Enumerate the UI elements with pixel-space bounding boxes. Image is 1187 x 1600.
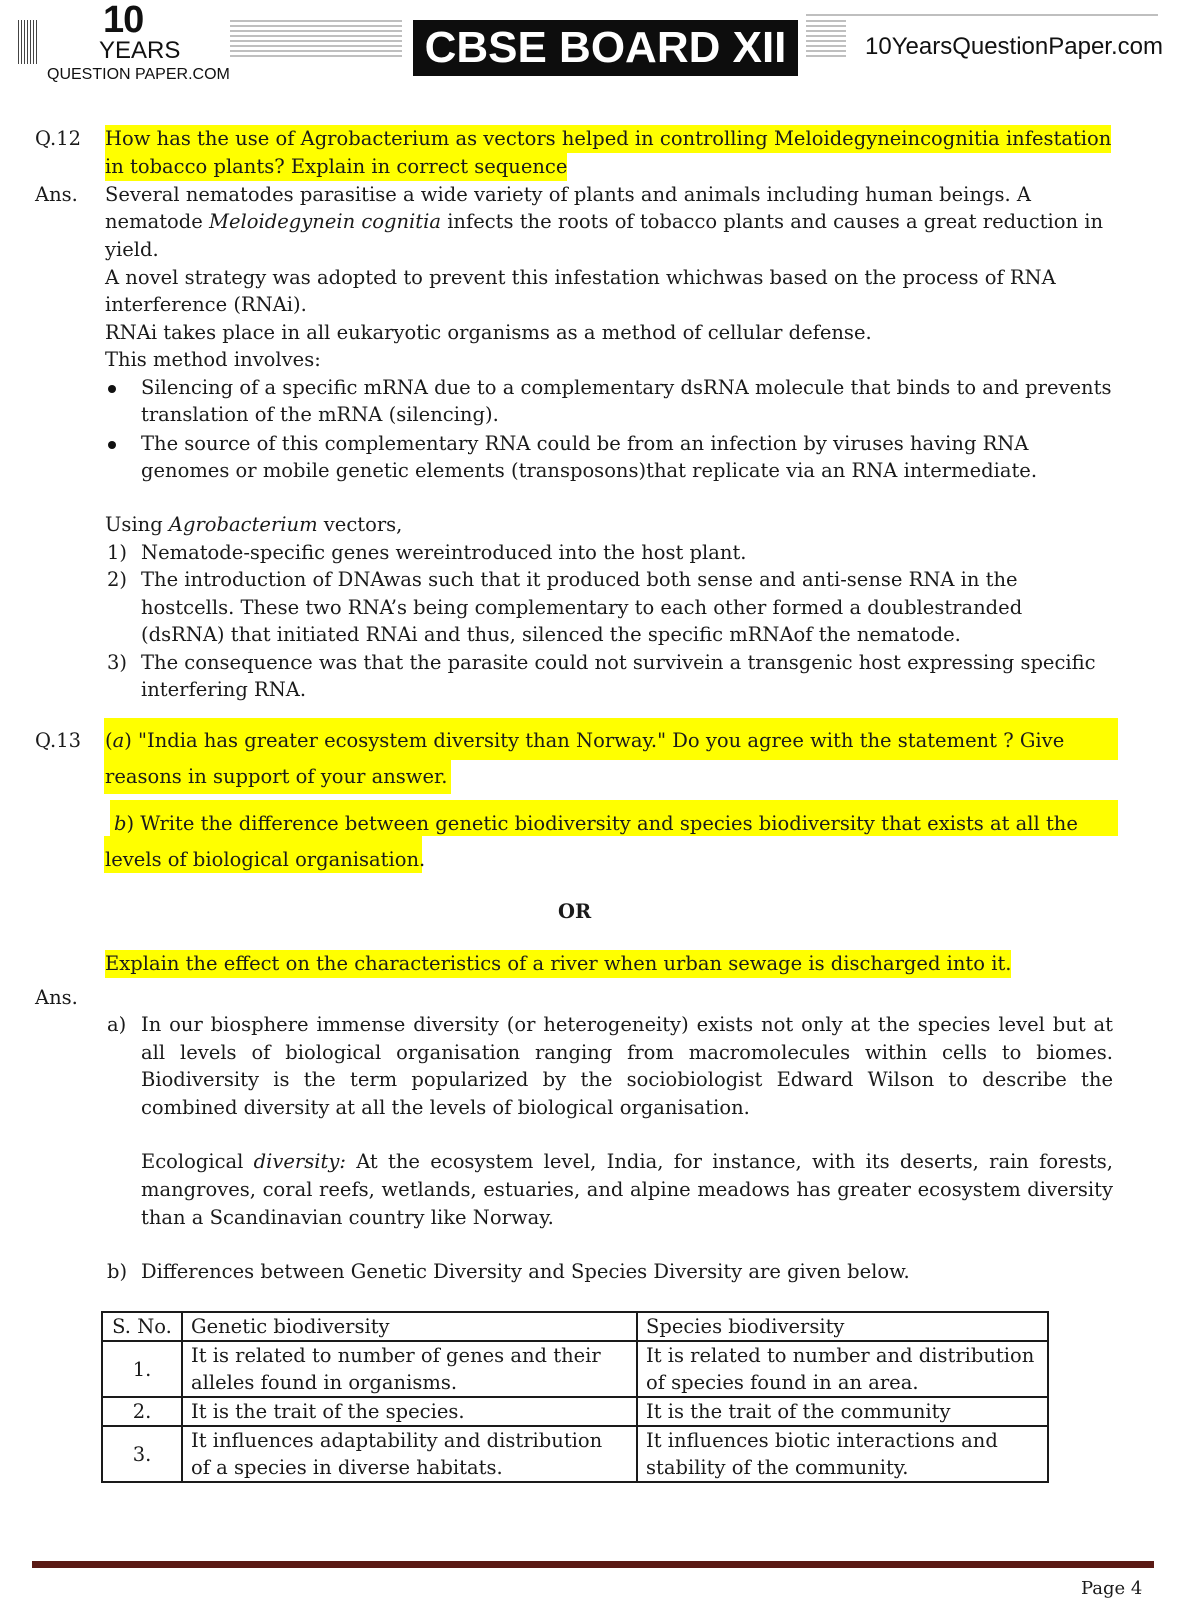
table-header-species: Species biodiversity (637, 1312, 1048, 1341)
differences-table (101, 1311, 1049, 1483)
q13b-line2: levels of biological organisation. (105, 848, 426, 871)
table-cell-line: It is the trait of the species. (191, 1400, 465, 1423)
table-cell-genetic (182, 1426, 637, 1482)
q12-step2-num: 2) (107, 568, 128, 591)
table-header-row (102, 1312, 1048, 1341)
table-row (102, 1426, 1048, 1482)
q12-p1-line2-a: nematode (105, 210, 210, 233)
q12-step2-line1: The introduction of DNAwas such that it produced both sense and anti-sense RNA in the (141, 568, 1018, 591)
q13-ans-b-text: Differences between Genetic Diversity and Species Diversity are given below. (141, 1260, 910, 1283)
q13-alt-question: Explain the effect on the characteristics of a river when urban sewage is discharged into it. (105, 950, 1011, 978)
q13-ans-b-num: b) (107, 1260, 128, 1283)
q13-number: Q.13 (35, 729, 82, 752)
q12-number: Q.12 (35, 127, 82, 150)
table-header-sno: S. No. (102, 1312, 182, 1341)
q13-ans-label: Ans. (35, 986, 78, 1009)
q12-step3-num: 3) (107, 651, 128, 674)
q12-using-italic: Agrobacterium (168, 513, 318, 536)
table-cell-line: It influences biotic interactions and (646, 1429, 998, 1452)
table-cell-species (637, 1397, 1048, 1426)
table-cell-line: alleles found in organisms. (191, 1371, 458, 1394)
table-cell-line: It is the trait of the community (646, 1400, 951, 1423)
q13-ans-a-line4: combined diversity at all the levels of biological organisation. (141, 1096, 750, 1119)
logo-years: YEARS (99, 37, 181, 64)
table-cell-sno: 2. (102, 1397, 182, 1426)
table-cell-line: It influences adaptability and distribution (191, 1429, 603, 1452)
table-cell-sno: 1. (102, 1341, 182, 1397)
header-rule-left (230, 20, 402, 64)
bullet-icon (108, 385, 116, 393)
q13-eco-a: Ecological (141, 1150, 254, 1173)
table-cell-sno: 3. (102, 1426, 182, 1482)
footer-rule (32, 1561, 1154, 1568)
q13a-line1 (105, 727, 1064, 755)
q13-eco-line3: than a Scandinavian country like Norway. (141, 1206, 554, 1229)
q13a-open: ( (105, 729, 113, 752)
q13-eco-line1 (141, 1148, 1113, 1176)
table-row (102, 1397, 1048, 1426)
q12-step2-line3: (dsRNA) that initiated RNAi and thus, silenced the specific mRNAof the nematode. (141, 623, 961, 646)
site-url: 10YearsQuestionPaper.com (865, 33, 1163, 60)
table-cell-genetic (182, 1397, 637, 1426)
q12-bullet2-line1: The source of this complementary RNA could be from an infection by viruses having RNA (141, 432, 1029, 455)
q12-using-b: vectors, (317, 513, 403, 536)
q12-question-line2: in tobacco plants? Explain in correct sequence (105, 153, 567, 181)
q12-using-a: Using (105, 513, 169, 536)
header-rule-mid (806, 20, 846, 64)
q12-p2-line1: A novel strategy was adopted to prevent this infestation whichwas based on the process of RNA (105, 266, 1056, 289)
q12-ans-label: Ans. (35, 183, 78, 206)
q12-bullet1-line2: translation of the mRNA (silencing). (141, 403, 499, 426)
q12-p1-line3: yield. (105, 238, 159, 261)
q12-step3-line2: interfering RNA. (141, 678, 307, 701)
q12-p2-line2: interference (RNAi). (105, 293, 307, 316)
q12-bullet1-line1: Silencing of a specific mRNA due to a complementary dsRNA molecule that binds to and prevents (141, 376, 1112, 399)
q13-ans-a-line1: In our biosphere immense diversity (or heterogeneity) exists not only at the species level but at (141, 1013, 1113, 1036)
table-header-genetic: Genetic biodiversity (182, 1312, 637, 1341)
table-cell-line: It is related to number of genes and their (191, 1344, 601, 1367)
q13-eco-line2: mangroves, coral reefs, wetlands, estuaries, and alpine meadows has greater ecosystem diversity (141, 1178, 1113, 1201)
q13b-text: ) Write the difference between genetic biodiversity and species biodiversity that exists at all the (126, 812, 1078, 835)
logo-barcode-icon (18, 20, 38, 64)
q12-p3: RNAi takes place in all eukaryotic organisms as a method of cellular defense. (105, 321, 872, 344)
q12-step1-line1: Nematode-specific genes wereintroduced into the host plant. (141, 541, 747, 564)
q12-step1-num: 1) (107, 541, 128, 564)
q12-step3-line1: The consequence was that the parasite could not survivein a transgenic host expressing specific (141, 651, 1096, 674)
q13-eco-b: At the ecosystem level, India, for instance, with its deserts, rain forests, (345, 1150, 1114, 1173)
page-header (0, 0, 1187, 100)
q12-bullet2-line2: genomes or mobile genetic elements (transposons)that replicate via an RNA intermediate. (141, 459, 1038, 482)
table-cell-line: stability of the community. (646, 1456, 909, 1479)
or-divider: OR (558, 900, 592, 923)
q12-p4: This method involves: (105, 348, 321, 371)
table-cell-line: It is related to number and distribution (646, 1344, 1035, 1367)
table-cell-species (637, 1341, 1048, 1397)
table-cell-species (637, 1426, 1048, 1482)
page-number: Page 4 (1081, 1578, 1143, 1599)
q13b-line1 (114, 810, 1078, 838)
logo-site-name: QUESTION PAPER.COM (47, 66, 230, 83)
bullet-icon (108, 441, 116, 449)
q13-ans-a-num: a) (107, 1013, 127, 1036)
q13a-text: ) "India has greater ecosystem diversity than Norway." Do you agree with the statement ? Give (124, 729, 1065, 752)
table-cell-line: of species found in an area. (646, 1371, 919, 1394)
q13-eco-italic: diversity: (253, 1150, 346, 1173)
q13b-letter: b (114, 812, 127, 835)
q12-step2-line2: hostcells. These two RNA’s being complementary to each other formed a doublestranded (141, 596, 1023, 619)
q13-ans-a-line2: all levels of biological organisation ranging from macromolecules within cells to biomes. (141, 1041, 1113, 1064)
board-title: CBSE BOARD XII (413, 20, 798, 76)
table-cell-line: of a species in diverse habitats. (191, 1456, 503, 1479)
q13a-line2: reasons in support of your answer. (105, 765, 448, 788)
table-row (102, 1341, 1048, 1397)
q12-question-line1: How has the use of Agrobacterium as vectors helped in controlling Meloidegyneincognitia infestation (105, 125, 1111, 153)
q12-p1-line2 (105, 208, 1103, 236)
q12-p1-line2-italic: Meloidegynein cognitia (209, 210, 441, 233)
q13-ans-a-line3: Biodiversity is the term popularized by the sociobiologist Edward Wilson to describe the (141, 1068, 1113, 1091)
header-rule-right (806, 14, 1158, 16)
table-cell-genetic (182, 1341, 637, 1397)
q12-p1-line1: Several nematodes parasitise a wide variety of plants and animals including human beings. A (105, 183, 1031, 206)
q13a-letter: a (112, 729, 125, 752)
logo-number: 10 (103, 0, 144, 41)
q12-using-line (105, 511, 402, 539)
q12-p1-line2-b: infects the roots of tobacco plants and causes a great reduction in (441, 210, 1104, 233)
